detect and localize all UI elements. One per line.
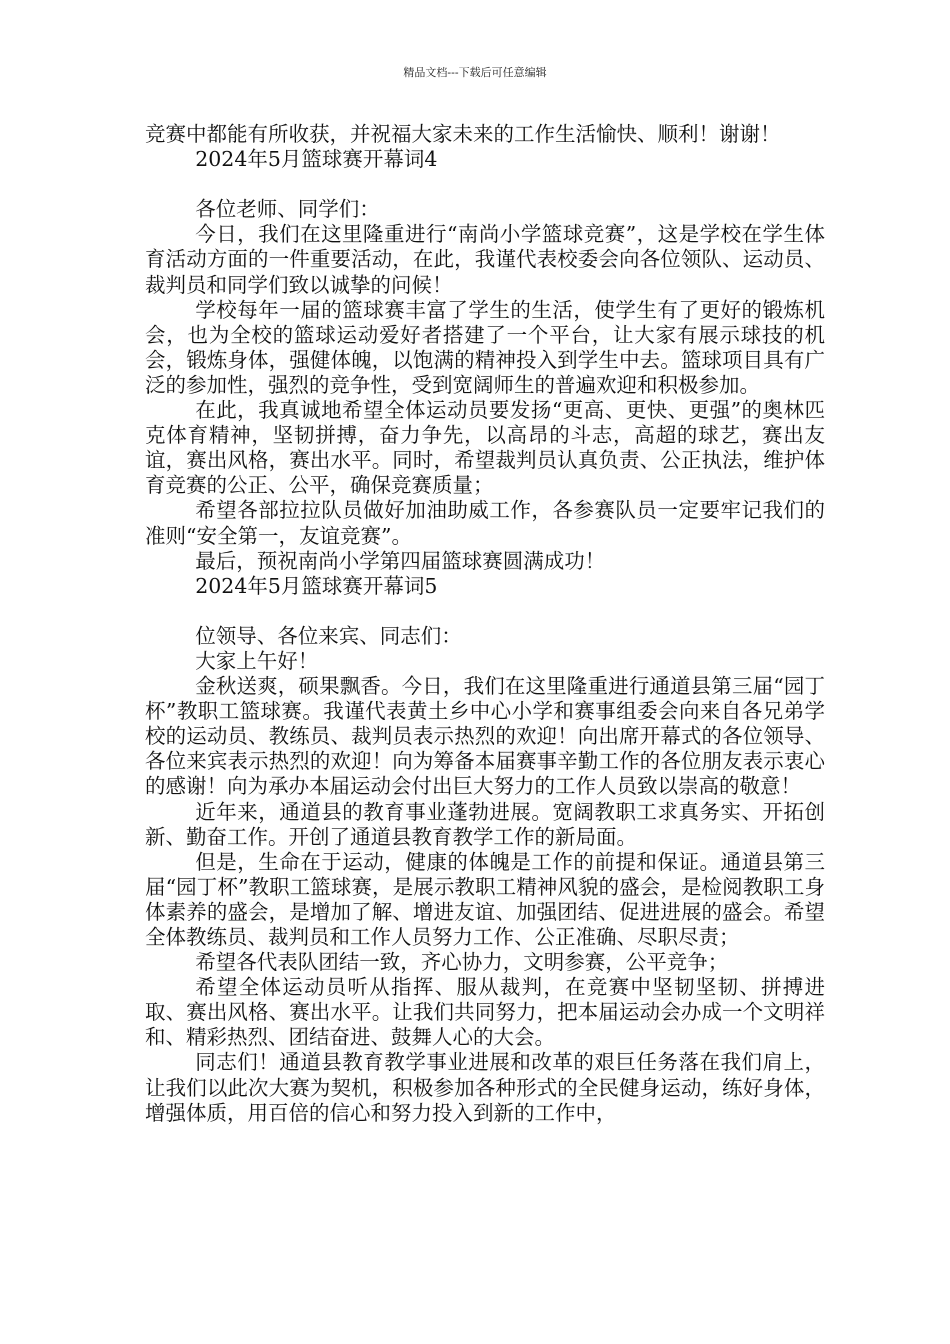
paragraph: 最后，预祝南尚小学第四届篮球赛圆满成功！ [195,548,606,573]
salutation: 各位老师、同学们： [195,197,380,222]
paragraph: 同志们！通道县教育教学事业进展和改革的艰巨任务落在我们肩上，让我们以此次大赛为契机，积极参加各种形式的全民健身运动，练好身体，增强体质，用百倍的信心和努力投入到新的工作中， [145,1050,825,1125]
paragraph: 今日，我们在这里隆重进行“南尚小学篮球竞赛”，这是学校在学生体育活动方面的一件重要活动，在此，我谨代表校委会向各位领队、运动员、裁判员和同学们致以诚挚的问候！ [145,222,825,297]
paragraph: 学校每年一届的篮球赛丰富了学生的生活，使学生有了更好的锻炼机会，也为全校的篮球运动爱好者搭建了一个平台，让大家有展示球技的机会，锻炼身体，强健体魄，以饱满的精神投入到学生中去。篮球项目具有广泛的参加性，强烈的竞争性，受到宽阔师生的普遍欢迎和积极参加。 [145,297,825,397]
paragraph: 希望各部拉拉队员做好加油助威工作，各参赛队员一定要牢记我们的准则“安全第一，友谊竞赛”。 [145,498,825,548]
salutation: 位领导、各位来宾、同志们： [195,623,462,648]
greeting: 大家上午好！ [195,648,319,673]
blank-line [145,599,825,624]
paragraph: 希望全体运动员听从指挥、服从裁判，在竞赛中坚韧坚韧、拼搏进取、赛出风格、赛出水平。让我们共同努力，把本届运动会办成一个文明祥和、精彩热烈、团结奋进、鼓舞人心的大会。 [145,975,825,1050]
paragraph: 金秋送爽，硕果飘香。今日，我们在这里隆重进行通道县第三届“园丁杯”教职工篮球赛。我谨代表黄土乡中心小学和赛事组委会向来自各兄弟学校的运动员、教练员、裁判员表示热烈的欢迎！向出席开幕式的各位领导、各位来宾表示热烈的欢迎！向为筹备本届赛事辛勤工作的各位朋友表示衷心的感谢！向为承办本届运动会付出巨大努力的工作人员致以崇高的敬意！ [145,674,825,799]
paragraph: 竞赛中都能有所收获，并祝福大家未来的工作生活愉快、顺利！谢谢！ [145,122,781,146]
document-body [145,122,825,1126]
section-title: 2024年5月篮球赛开幕词5 [195,573,438,598]
paragraph: 但是，生命在于运动，健康的体魄是工作的前提和保证。通道县第三届“园丁杯”教职工篮球赛，是展示教职工精神风貌的盛会，是检阅教职工身体素养的盛会，是增加了解、增进友谊、加强团结、促进进展的盛会。希望全体教练员、裁判员和工作人员努力工作、公正准确、尽职尽责； [145,849,825,949]
section-title: 2024年5月篮球赛开幕词4 [195,147,438,172]
paragraph: 希望各代表队团结一致，齐心协力，文明参赛，公平竞争； [195,950,729,975]
paragraph: 在此，我真诚地希望全体运动员要发扬“更高、更快、更强”的奥林匹克体育精神，坚韧拼搏，奋力争先，以高昂的斗志，高超的球艺，赛出友谊，赛出风格，赛出水平。同时，希望裁判员认真负责、公正执法，维护体育竞赛的公正、公平，确保竞赛质量； [145,398,825,498]
blank-line [145,172,825,197]
page-header: 精品文档---下载后可任意编辑 [403,66,547,79]
paragraph: 近年来，通道县的教育事业蓬勃进展。宽阔教职工求真务实、开拓创新、勤奋工作。开创了通道县教育教学工作的新局面。 [145,799,825,849]
